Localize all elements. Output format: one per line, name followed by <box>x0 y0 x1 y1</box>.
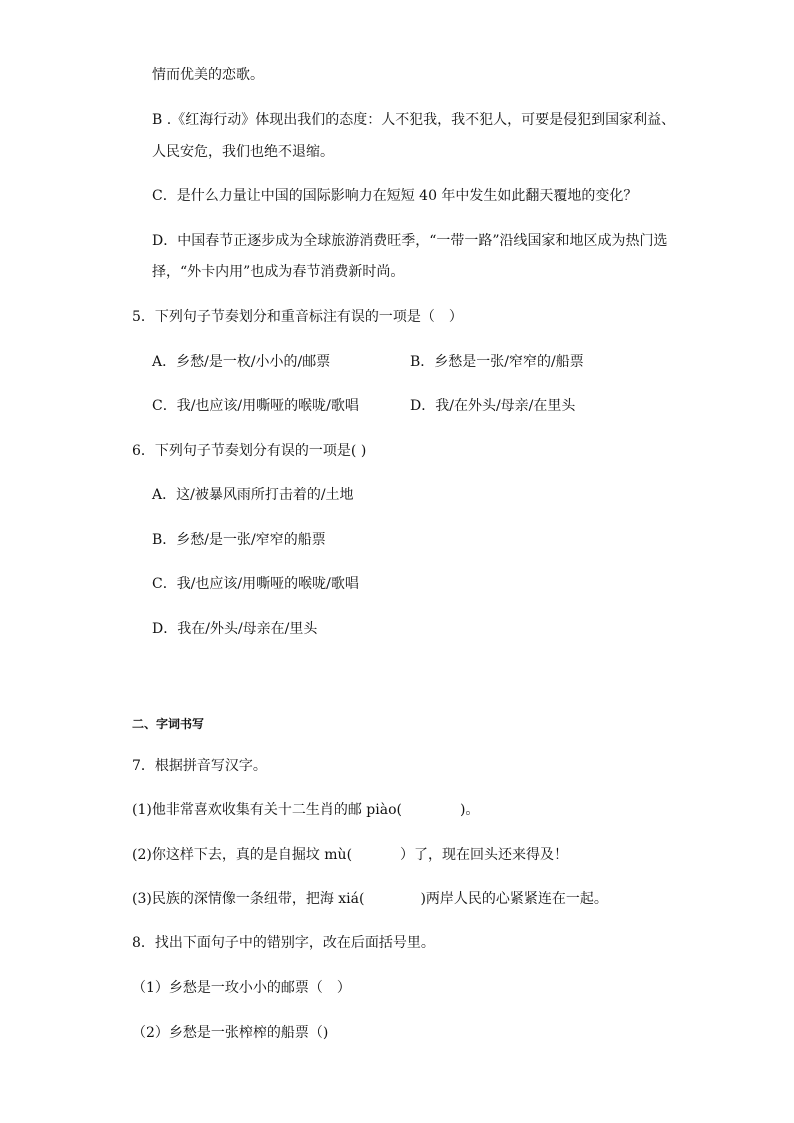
continuation-line: 情而优美的恋歌。 <box>152 67 264 83</box>
q4-option-d-line1: D．中国春节正逐步成为全球旅游消费旺季，“一带一路”沿线国家和地区成为热门选 <box>152 233 668 249</box>
q7-sentence-3 <box>132 890 608 908</box>
q4-option-d-line2: 择，“外卡内用”也成为春节消费新时尚。 <box>152 264 405 280</box>
section-2-title: 二、字词书写 <box>132 717 205 731</box>
q6-option-d: D．我在/外头/母亲在/里头 <box>152 621 318 637</box>
q7-s1-before-blank: (1)他非常喜欢收集有关十二生肖的邮 piào( <box>132 802 402 818</box>
q5-option-c: C．我/也应该/用嘶哑的喉咙/歌唱 <box>152 398 359 414</box>
q4-option-b-line2: 人民安危，我们也绝不退缩。 <box>152 144 334 160</box>
q7-s2-before-blank: (2)你这样下去，真的是自掘坟 mù( <box>132 847 353 863</box>
q6-option-a: A．这/被暴风雨所打击着的/土地 <box>152 487 354 503</box>
q5-option-a: A．乡愁/是一枚/小小的/邮票 <box>152 354 331 370</box>
q5-option-d: D．我/在外头/母亲/在里头 <box>410 398 576 414</box>
q7-stem: 7．根据拼音写汉字。 <box>132 758 267 774</box>
q4-option-b-line1: B .《红海行动》体现出我们的态度：人不犯我，我不犯人，可要是侵犯到国家利益、 <box>152 112 676 128</box>
q6-stem: 6．下列句子节奏划分有误的一项是( ) <box>132 443 367 459</box>
q7-s3-before-blank: (3)民族的深情像一条纽带，把海 xiá( <box>132 891 365 907</box>
q7-s3-after-blank: )两岸人民的心紧紧连在一起。 <box>420 891 608 907</box>
q7-sentence-2 <box>132 846 568 864</box>
q5-stem: 5．下列句子节奏划分和重音标注有误的一项是（ ） <box>132 309 463 325</box>
q8-sentence-2: （2）乡愁是一张榨榨的船票（) <box>132 1025 329 1041</box>
q7-sentence-1 <box>132 801 479 819</box>
q8-sentence-1: （1）乡愁是一玫小小的邮票（ ） <box>132 980 351 996</box>
q6-option-c: C．我/也应该/用嘶哑的喉咙/歌唱 <box>152 576 359 592</box>
q7-s1-after-blank: )。 <box>459 802 480 818</box>
q6-option-b: B．乡愁/是一张/窄窄的船票 <box>152 532 326 548</box>
q7-s2-after-blank: ）了，现在回头还来得及！ <box>400 847 569 863</box>
q5-option-b: B．乡愁是一张/窄窄的/船票 <box>410 354 584 370</box>
q4-option-c: C．是什么力量让中国的国际影响力在短短 40 年中发生如此翻天覆地的变化？ <box>152 188 638 204</box>
q8-stem: 8．找出下面句子中的错别字，改在后面括号里。 <box>132 935 435 951</box>
